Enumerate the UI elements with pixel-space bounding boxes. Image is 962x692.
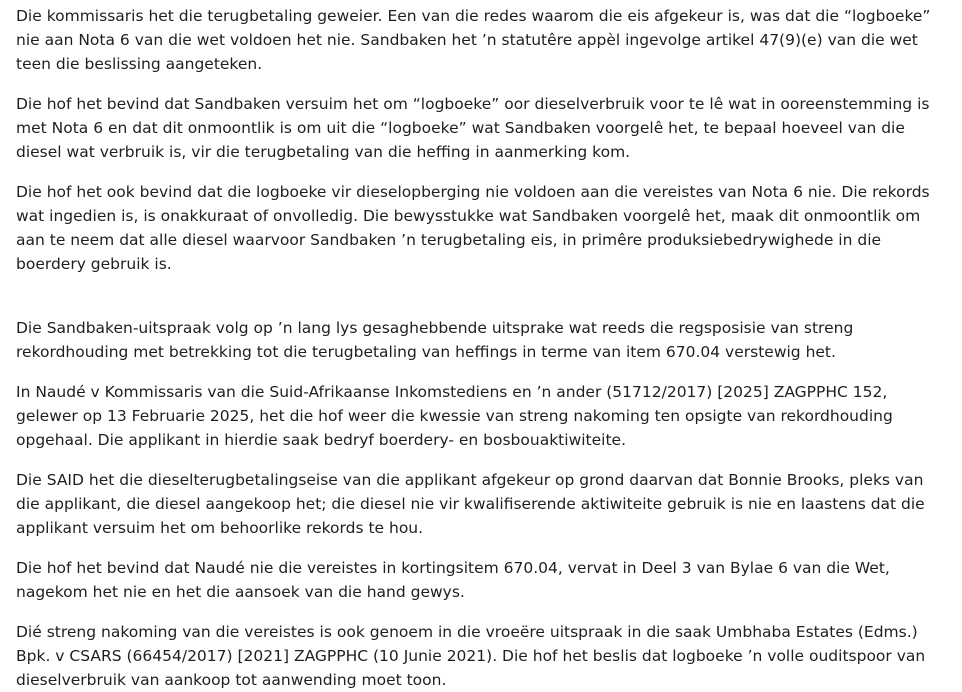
- paragraph-sandbaken-precedents: Die Sandbaken-uitspraak volg op ’n lang lys gesaghebbende uitsprake wat reeds die regsposisie van streng rekordhouding met betrekking tot die terugbetaling van heffings in terme van item 670.04 verstewig het.: [16, 319, 854, 361]
- paragraph-court-logbooks-finding: Die hof het bevind dat Sandbaken versuim het om “logboeke” oor dieselverbruik voor te lê wat in ooreenstemming is met Nota 6 en dat dit onmoontlik is om uit die “logboeke” wat Sandbaken voorgelê het, te bepaal hoeveel van die diesel wat verbruik is, vir die terugbetaling van die heffing in aanmerking kom.: [16, 95, 930, 161]
- paragraph-said-refusal: Die SAID het die dieselterugbetalingseise van die applikant afgekeur op grond daarvan dat Bonnie Brooks, pleks van die applikant, die diesel aangekoop het; die diesel nie vir kwalifiserende aktiwiteite gebruik is nie en laastens dat die applikant versuim het om behoorlike rekords te hou.: [16, 471, 925, 537]
- paragraph-umbhaba-case: Dié streng nakoming van die vereistes is ook genoem in die vroeëre uitspraak in die saak Umbhaba Estates (Edms.) Bpk. v CSARS (66454/2017) [2021] ZAGPPHC (10 Junie 2021). Die hof het beslis dat logboeke ’n volle ouditspoor van dieselverbruik van aankoop tot aanwending moet toon.: [16, 623, 926, 689]
- paragraph-naude-finding: Die hof het bevind dat Naudé nie die vereistes in kortingsitem 670.04, vervat in Deel 3 van Bylae 6 van die Wet, nagekom het nie en het die aansoek van die hand gewys.: [16, 559, 890, 601]
- article-body: [16, 4, 950, 692]
- paragraph-commissioner-refusal: Die kommissaris het die terugbetaling geweier. Een van die redes waarom die eis afgekeur is, was dat die “logboeke” nie aan Nota 6 van die wet voldoen het nie. Sandbaken het ’n statutêre appèl ingevolge artikel 47(9)(e) van die wet teen die beslissing aangeteken.: [16, 7, 931, 73]
- paragraph-naude-case: In Naudé v Kommissaris van die Suid-Afrikaanse Inkomstediens en ’n ander (51712/2017) [2025] ZAGPPHC 152, gelewer op 13 Februarie 2025, het die hof weer die kwessie van streng nakoming ten opsigte van rekordhouding opgehaal. Die applikant in hierdie saak bedryf boerdery- en bosbouaktiwiteite.: [16, 383, 893, 449]
- paragraph-storage-records-finding: Die hof het ook bevind dat die logboeke vir dieselopberging nie voldoen aan die vereistes van Nota 6 nie. Die rekords wat ingedien is, is onakkuraat of onvolledig. Die bewysstukke wat Sandbaken voorgelê het, maak dit onmoontlik om aan te neem dat alle diesel waarvoor Sandbaken ’n terugbetaling eis, in primêre produksiebedrywighede in die boerdery gebruik is.: [16, 183, 930, 273]
